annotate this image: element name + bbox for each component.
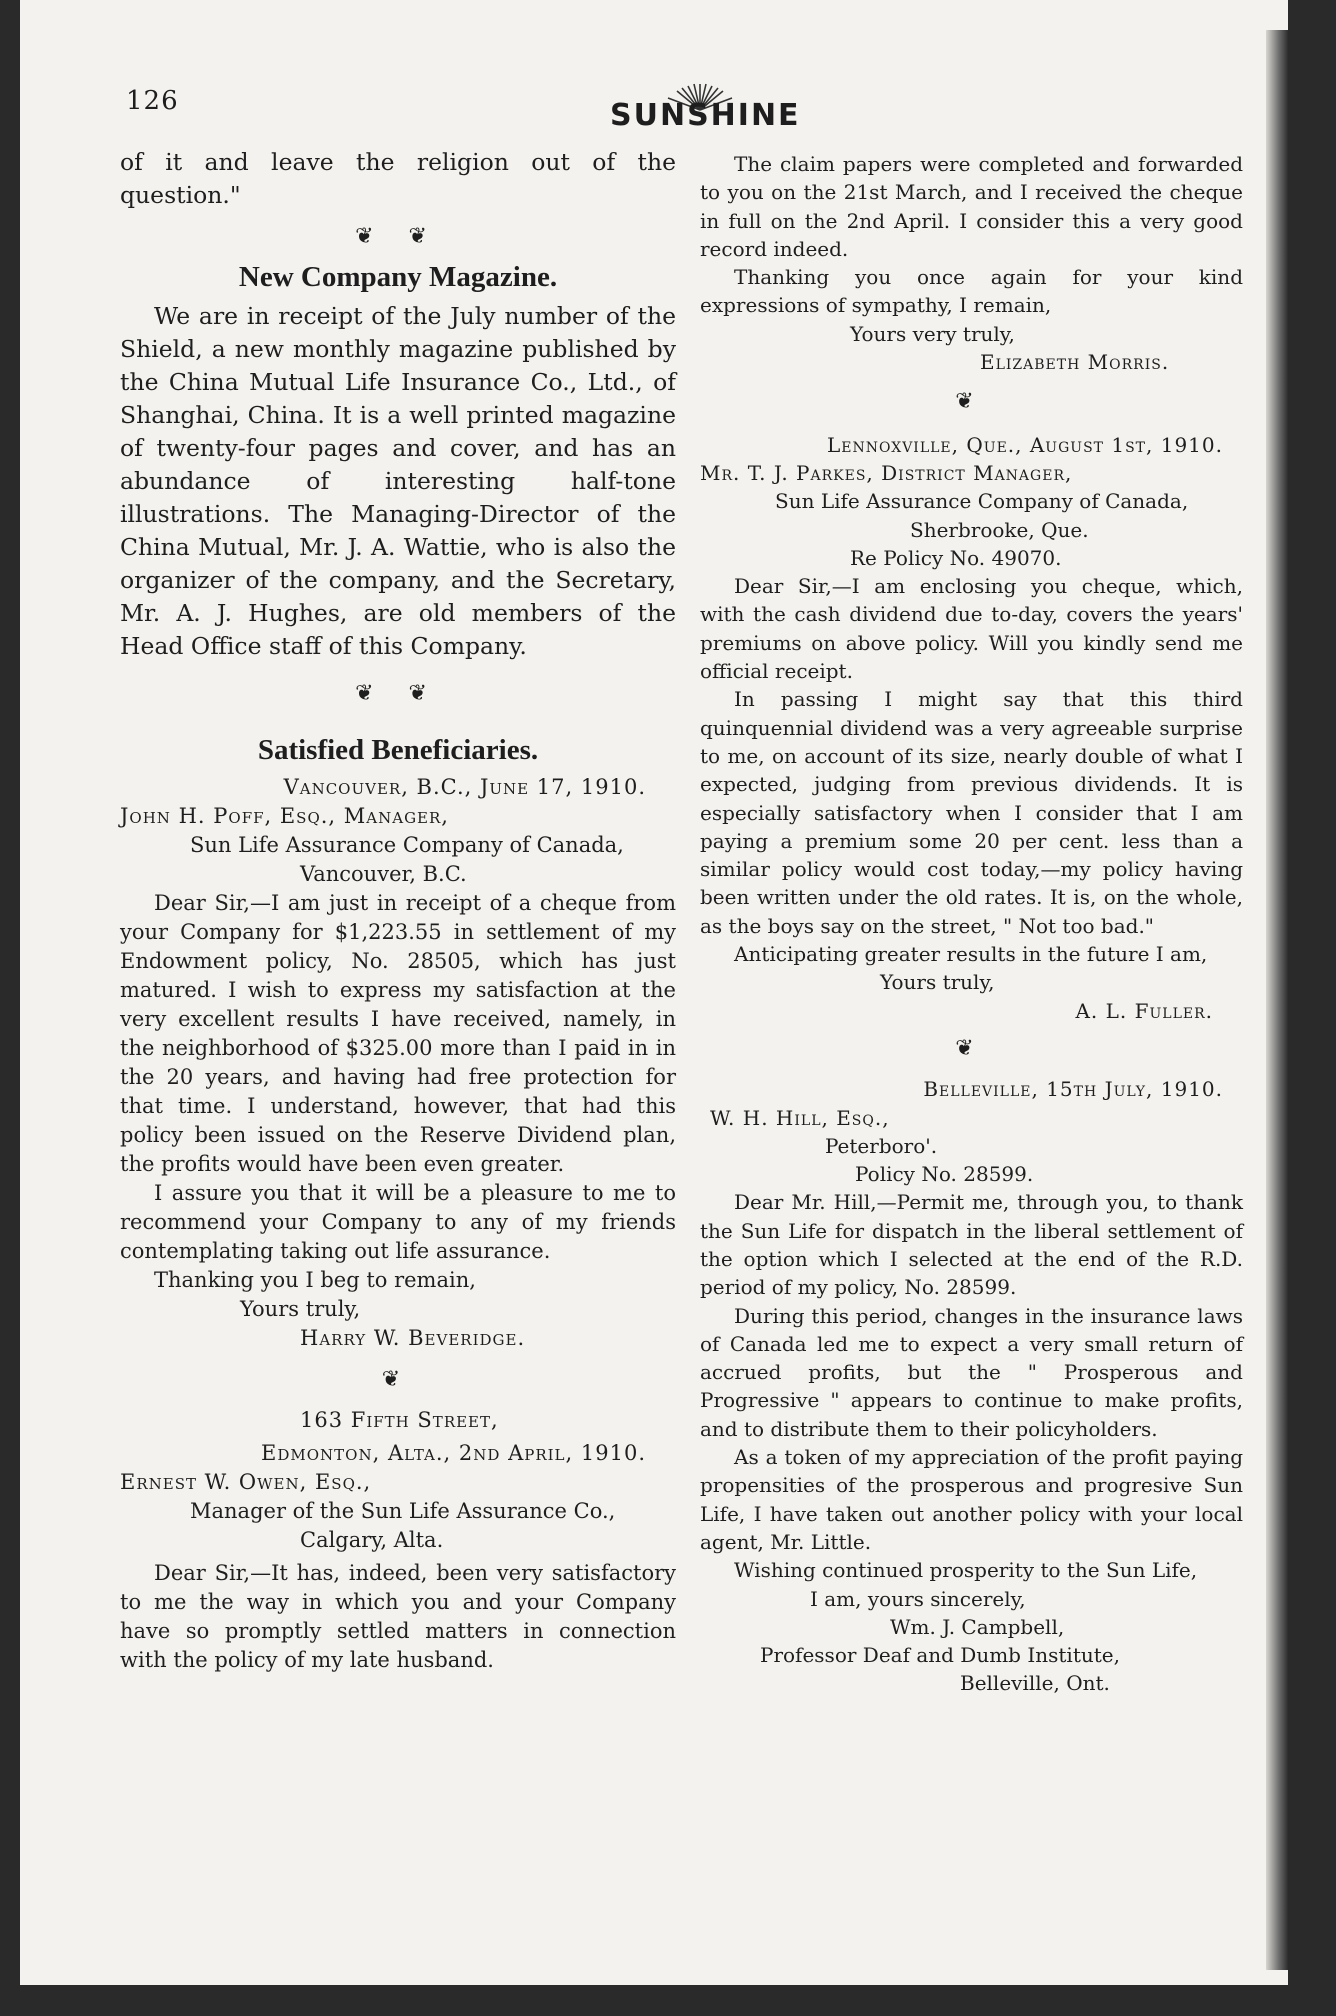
masthead [610,82,801,134]
letter-beveridge [120,773,676,1353]
signature: Elizabeth Morris. [980,350,1170,375]
policy-reference: Policy No. 28599. [855,1162,1034,1187]
closing-line: I am, yours sincerely, [810,1586,1026,1611]
heading-satisfied-beneficiaries: Satisfied Beneficiaries. [257,734,539,766]
addressee: Ernest W. Owen, Esq., [120,1470,372,1494]
closing-line: Anticipating greater results in the future I am, [734,942,1208,967]
letter-owen [120,1406,676,1675]
letter-paragraph: As a token of my appreciation of the profit paying propensities of the prosperous and progresive Sun Life, I have taken out another policy with your local agent, Mr. Little. [700,1445,1243,1554]
signature: Wm. J. Campbell, [890,1614,1065,1639]
letter-paragraph: Dear Sir,—I am enclosing you cheque, which, with the cash dividend due to-day, covers the years' premiums on above policy. Will you kindly send me official receipt. [700,574,1243,684]
addressee: Mr. T. J. Parkes, District Manager, [700,460,1073,485]
fleuron-ornament: ❦ ❦ [355,224,441,249]
address-line: Sun Life Assurance Company of Canada, [775,489,1189,514]
magazine-paragraph: We are in receipt of the July number of the Shield, a new monthly magazine published by the China Mutual Life Insurance Co., Ltd., of Shanghai, China. It is a well printed magazine of twenty-four pages and cover, and has an abundance of interesting half-tone illustrations. The Managing-Director of the China Mutual, Mr. J. A. Wattie, who is also the organizer of the company, and the Secretary, Mr. A. J. Hughes, are old members of the Head Office staff of this Company. [120,302,676,660]
letter-paragraph: I assure you that it will be a pleasure to me to recommend your Company to any of my friends contemplating taking out life assurance. [120,1181,676,1263]
signature-title: Professor Deaf and Dumb Institute, [760,1643,1120,1668]
signature-place: Belleville, Ont. [960,1671,1110,1696]
address-line: Sherbrooke, Que. [910,517,1089,542]
letter-fuller [700,431,1243,1025]
letter-paragraph: Dear Mr. Hill,—Permit me, through you, to thank the Sun Life for dispatch in the liberal settlement of the option which I selected at the end of the R.D. period of my policy, No. 28599. [700,1190,1243,1300]
street-address: 163 Fifth Street, [300,1408,499,1432]
fleuron-ornament: ❦ ❦ [355,681,441,706]
address-line: Manager of the Sun Life Assurance Co., [190,1499,616,1523]
closing-line: Yours very truly, [850,321,1015,346]
address-line: Peterboro'. [825,1133,938,1158]
closing-line: Yours truly, [880,970,995,995]
left-column [120,146,676,1675]
dateline: Edmonton, Alta., 2nd April, 1910. [261,1441,646,1465]
addressee: W. H. Hill, Esq., [710,1105,890,1130]
dateline: Belleville, 15th July, 1910. [923,1077,1223,1102]
letter-paragraph: The claim papers were completed and forwarded to you on the 21st March, and I received the cheque in full on the 2nd April. I consider this a very good record indeed. [700,152,1243,261]
letter-paragraph: Dear Sir,—It has, indeed, been very satisfactory to me the way in which you and your Company have so promptly settled matters in connection with the policy of my late husband. [120,1561,676,1672]
fleuron-ornament: ❦ [381,1367,415,1392]
page-edge-shadow [1266,30,1288,1970]
letter-campbell [700,1075,1243,1698]
letter-paragraph: Dear Sir,—I am just in receipt of a cheque from your Company for $1,223.55 in settlement of my Endowment policy, No. 28505, which has just matured. I wish to express my satisfaction at the very excellent results I have received, namely, in the neighborhood of $325.00 more than I paid in in the 20 years, and having had free protection for that time. I understand, however, that had this policy been issued on the Reserve Dividend plan, the profits would have been even greater. [120,891,676,1176]
address-line: Calgary, Alta. [300,1528,444,1552]
closing-line: Wishing continued prosperity to the Sun Life, [734,1558,1198,1583]
fleuron-ornament: ❦ [955,1035,988,1061]
addressee: John H. Poff, Esq., Manager, [120,804,449,828]
dateline: Vancouver, B.C., June 17, 1910. [283,775,646,799]
right-column [700,150,1243,1698]
address-line: Vancouver, B.C. [300,862,467,886]
heading-new-company-magazine: New Company Magazine. [238,261,558,293]
dateline: Lennoxville, Que., August 1st, 1910. [827,432,1223,457]
address-line: Sun Life Assurance Company of Canada, [190,833,624,857]
page-number: 126 [126,86,179,116]
letter-paragraph: Thanking you once again for your kind expressions of sympathy, I remain, [700,265,1243,318]
policy-reference: Re Policy No. 49070. [850,545,1062,570]
magazine-page [20,0,1288,1985]
signature: A. L. Fuller. [1075,998,1213,1023]
letter-paragraph: During this period, changes in the insurance laws of Canada led me to expect a very small return of accrued profits, but the " Prosperous and Progressive " appears to continue to make profits, and to distribute them to their policyholders. [700,1303,1243,1441]
letter-paragraph: In passing I might say that this third quinquennial dividend was a very agreeable surprise to me, on account of its size, nearly double of what I expected, judging from previous dividends. It is especially satisfactory when I consider that I am paying a premium some 20 per cent. less than a similar policy would cost today,—my policy having been written under the old rates. It is, on the whole, as the boys say on the street, " Not too bad." [700,687,1243,938]
masthead-title: SUNSHINE [610,98,801,133]
opening-text: of it and leave the religion out of the question." [120,148,676,209]
signature: Harry W. Beveridge. [300,1326,526,1350]
fleuron-ornament: ❦ [955,389,988,415]
closing-line: Yours truly, [240,1297,361,1321]
closing-line: Thanking you I beg to remain, [154,1268,476,1292]
